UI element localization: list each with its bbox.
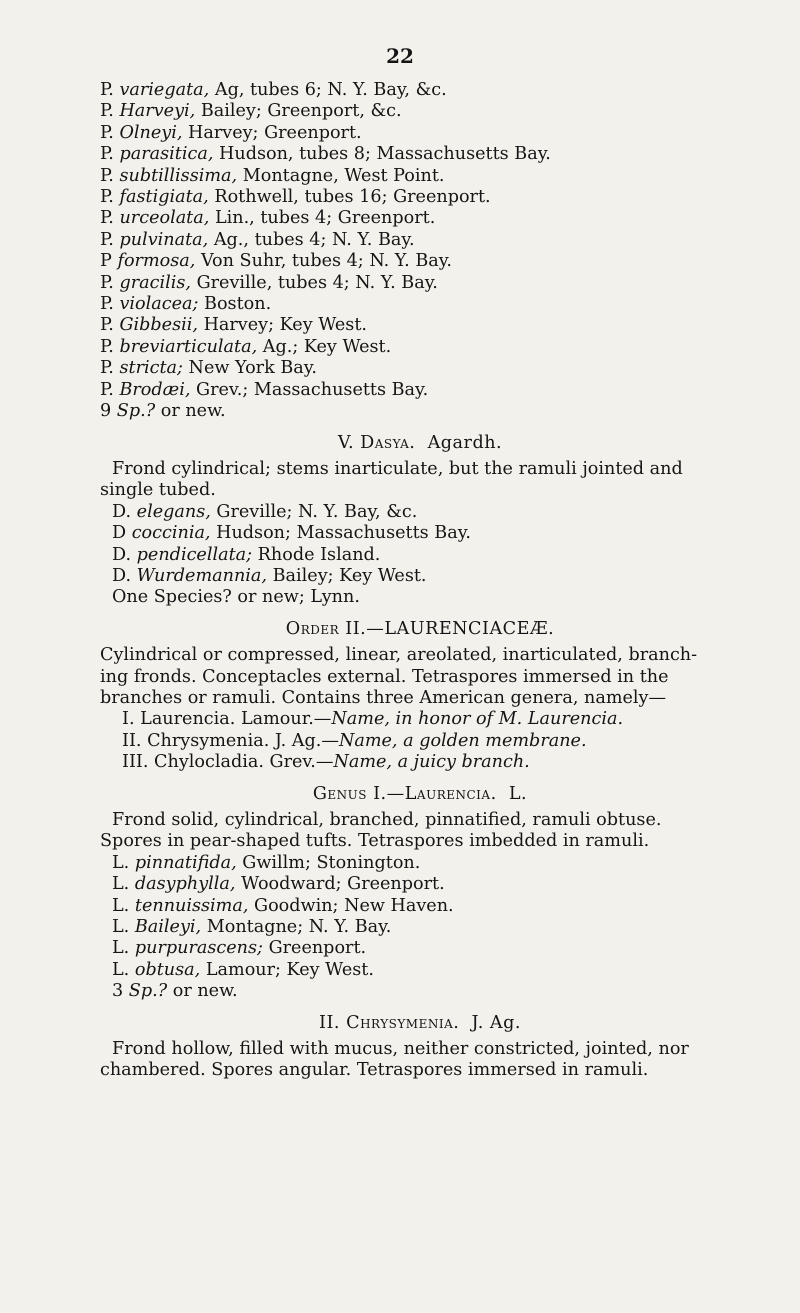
laurencia-species-list [100, 853, 740, 1003]
genus-description: single tubed. [100, 480, 216, 501]
species-entry: D. Wurdemannia, Bailey; Key West. [112, 565, 427, 586]
page-number: 22 [386, 44, 414, 68]
genus-description: Frond hollow, filled with mucus, neither constricted, jointed, nor [112, 1039, 689, 1060]
species-entry: P. Harveyi, Bailey; Greenport, &c. [100, 101, 402, 122]
genus-description: Frond cylindrical; stems inarticulate, but the ramuli jointed and [112, 458, 683, 479]
genus-description: chambered. Spores angular. Tetraspores immersed in ramuli. [100, 1060, 649, 1081]
species-entry: P. gracilis, Greville, tubes 4; N. Y. Bay. [100, 272, 438, 293]
species-entry: P. Olneyi, Harvey; Greenport. [100, 122, 362, 143]
species-entry: P. violacea; Boston. [100, 294, 272, 315]
species-count-note: 3 Sp.? or new. [112, 981, 238, 1002]
species-entry: P. parasitica, Hudson, tubes 8; Massachusetts Bay. [100, 144, 551, 165]
species-entry: P. pulvinata, Ag., tubes 4; N. Y. Bay. [100, 229, 415, 250]
genus-entry: I. Laurencia. Lamour.—Name, in honor of M. Laurencia. [122, 709, 624, 730]
species-count-note: One Species? or new; Lynn. [112, 587, 360, 608]
genus-entry: II. Chrysymenia. J. Ag.—Name, a golden membrane. [122, 730, 587, 751]
species-entry: P. fastigiata, Rothwell, tubes 16; Greenport. [100, 187, 491, 208]
species-count-note: 9 Sp.? or new. [100, 401, 226, 422]
species-entry: P. subtillissima, Montagne, West Point. [100, 165, 445, 186]
dasya-species-list [100, 502, 740, 609]
species-entry: P. Gibbesii, Harvey; Key West. [100, 315, 367, 336]
species-entry: L. tennuissima, Goodwin; New Haven. [112, 895, 454, 916]
genus-heading-chrysymenia: II. Chrysymenia. J. Ag. [319, 1012, 521, 1033]
species-entry: D coccinia, Hudson; Massachusetts Bay. [112, 523, 471, 544]
species-entry: L. obtusa, Lamour; Key West. [112, 959, 374, 980]
species-entry: P formosa, Von Suhr, tubes 4; N. Y. Bay. [100, 251, 452, 272]
species-entry: P. breviarticulata, Ag.; Key West. [100, 336, 392, 357]
page-content [100, 80, 740, 1082]
order-genera-list [100, 709, 740, 773]
species-entry: L. dasyphylla, Woodward; Greenport. [112, 874, 445, 895]
species-entry: L. Baileyi, Montagne; N. Y. Bay. [112, 917, 392, 938]
species-entry: P. Brodæi, Grev.; Massachusetts Bay. [100, 379, 429, 400]
genus-heading-dasya: V. Dasya. Agardh. [337, 432, 503, 453]
species-entry: P. stricta; New York Bay. [100, 358, 317, 379]
species-entry: P. variegata, Ag, tubes 6; N. Y. Bay, &c. [100, 80, 447, 100]
genus-entry: III. Chylocladia. Grev.—Name, a juicy branch. [122, 752, 530, 773]
species-entry: L. pinnatifida, Gwillm; Stonington. [112, 852, 421, 873]
order-heading: Order II.—LAURENCIACEÆ. [285, 618, 555, 639]
genus-description: Spores in pear-shaped tufts. Tetraspores imbedded in ramuli. [100, 831, 650, 852]
polysiphonia-species-list [100, 80, 740, 423]
species-entry: L. purpurascens; Greenport. [112, 938, 367, 959]
species-entry: P. urceolata, Lin., tubes 4; Greenport. [100, 208, 436, 229]
order-description: Cylindrical or compressed, linear, areolated, inarticulated, branch- ing fronds. Conceptacles external. Tetraspores immersed in the branches or ramuli. Contains three American genera, namely— [100, 645, 698, 708]
species-entry: D. elegans, Greville; N. Y. Bay, &c. [112, 501, 418, 522]
genus-heading-laurencia: Genus I.—Laurencia. L. [312, 783, 528, 804]
species-entry: D. pendicellata; Rhode Island. [112, 544, 381, 565]
genus-description: Frond solid, cylindrical, branched, pinnatified, ramuli obtuse. [112, 810, 662, 830]
